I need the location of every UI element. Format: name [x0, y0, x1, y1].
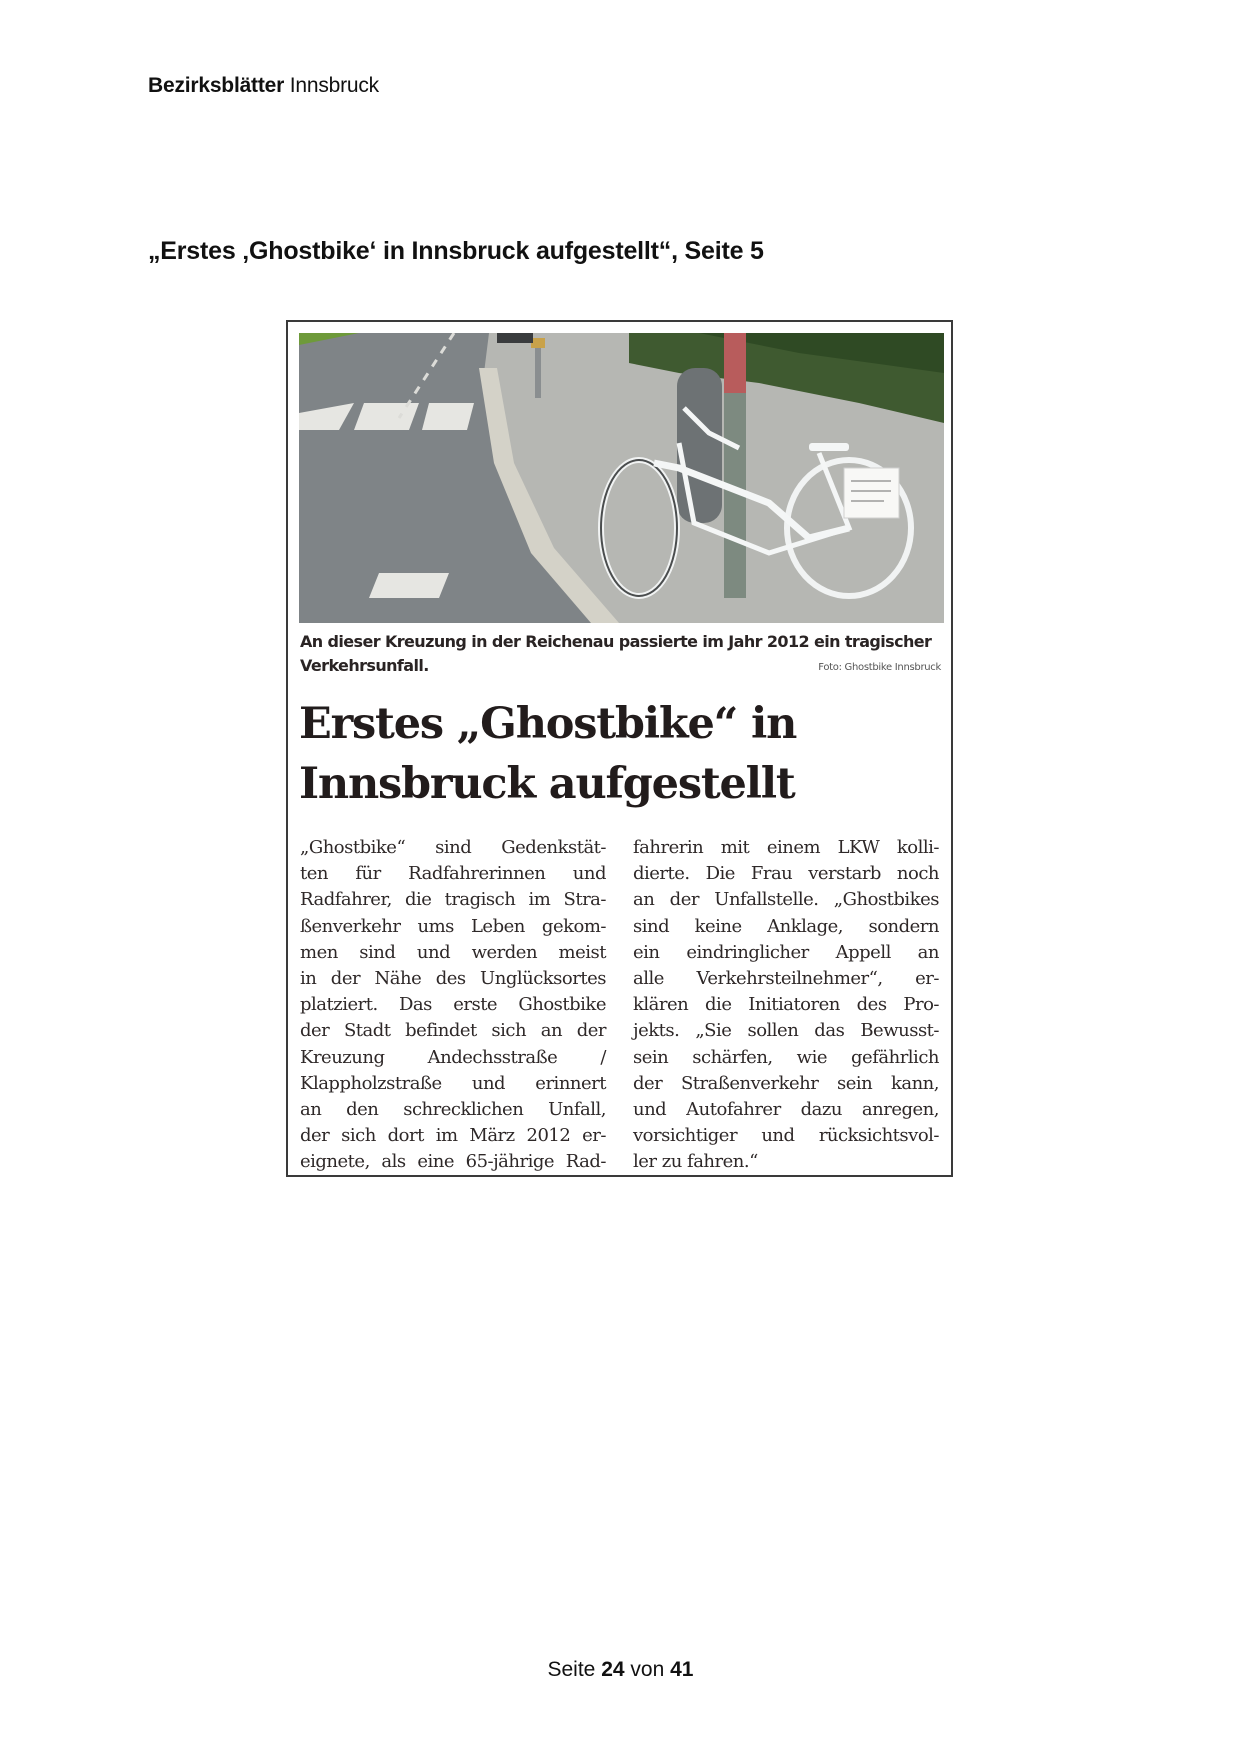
article-text-line: men sind und werden meist: [300, 941, 606, 963]
article-text-line: ein eindringlicher Appell an: [633, 941, 939, 963]
article-text-line: dierte. Die Frau verstarb noch: [633, 863, 939, 885]
section-title: „Erstes ‚Ghostbike‘ in Innsbruck aufgestellt“, Seite 5: [148, 237, 764, 265]
article-text-line: „Ghostbike“ sind Gedenkstät-: [300, 837, 606, 858]
newspaper-clipping: [286, 320, 953, 1177]
article-text-line: klären die Initiatoren des Pro-: [633, 994, 939, 1016]
page-separator: von: [630, 1658, 665, 1681]
page-label: Seite: [547, 1658, 596, 1681]
article-text-line: der Straßenverkehr sein kann,: [633, 1072, 939, 1094]
article-text-line: Klappholzstraße und erinnert: [300, 1072, 606, 1094]
article-headline: [299, 694, 939, 814]
article-text-line: eignete, als eine 65-jährige Rad-: [300, 1151, 606, 1173]
article-text-line: alle Verkehrsteilnehmer“, er-: [633, 968, 939, 990]
article-text-line: an den schrecklichen Unfall,: [300, 1099, 606, 1121]
publication-brand: Bezirksblätter: [148, 74, 285, 97]
article-body-left-column: [300, 835, 606, 1176]
memorial-sign: [844, 468, 899, 518]
article-text-line: fahrerin mit einem LKW kolli-: [633, 837, 939, 858]
article-text-line: der Stadt befindet sich an der: [300, 1020, 606, 1042]
caption-line: Verkehrsunfall.: [300, 656, 429, 675]
article-text-line: an der Unfallstelle. „Ghostbikes: [633, 889, 939, 911]
crosswalk-stripe: [422, 403, 474, 430]
page-header: [148, 74, 379, 98]
article-text-line: Kreuzung Andechsstraße /: [300, 1046, 606, 1068]
article-text-line: der sich dort im März 2012 er-: [300, 1125, 606, 1147]
trash-bin: [677, 368, 722, 523]
publication-region: Innsbruck: [289, 74, 379, 97]
article-text-line: ten für Radfahrerinnen und: [300, 863, 606, 885]
article-text-line: ler zu fahren.“: [633, 1151, 758, 1173]
article-text-line: ßenverkehr ums Leben gekom-: [300, 915, 606, 937]
article-text-line: sein schärfen, wie gefährlich: [633, 1046, 939, 1068]
current-page-number: 24: [601, 1658, 625, 1681]
article-body-right-column: [633, 835, 939, 1176]
crosswalk-stripe: [369, 573, 449, 598]
car: [497, 333, 533, 343]
caption-line: An dieser Kreuzung in der Reichenau passierte im Jahr 2012 ein tragischer: [300, 632, 932, 651]
bike-saddle: [809, 443, 849, 451]
headline-line: Innsbruck aufgestellt: [299, 759, 795, 809]
photo-credit: Foto: Ghostbike Innsbruck: [818, 662, 941, 673]
headline-line: Erstes „Ghostbike“ in: [299, 699, 797, 749]
crosswalk-stripe: [354, 403, 419, 430]
article-text-line: platziert. Das erste Ghostbike: [300, 994, 606, 1016]
article-text-line: Radfahrer, die tragisch im Stra-: [300, 889, 606, 911]
article-text-line: und Autofahrer dazu anregen,: [633, 1099, 939, 1121]
article-text-line: sind keine Anklage, sondern: [633, 915, 939, 937]
ghostbike-photo: [299, 333, 944, 623]
article-text-line: jekts. „Sie sollen das Bewusst-: [633, 1020, 939, 1042]
page-footer: [0, 1658, 1241, 1682]
article-text-line: in der Nähe des Unglücksortes: [300, 968, 606, 990]
total-page-count: 41: [670, 1658, 694, 1681]
photo-ghostbike-icon: [299, 333, 944, 623]
article-text-line: vorsichtiger und rücksichtsvol-: [633, 1125, 939, 1147]
